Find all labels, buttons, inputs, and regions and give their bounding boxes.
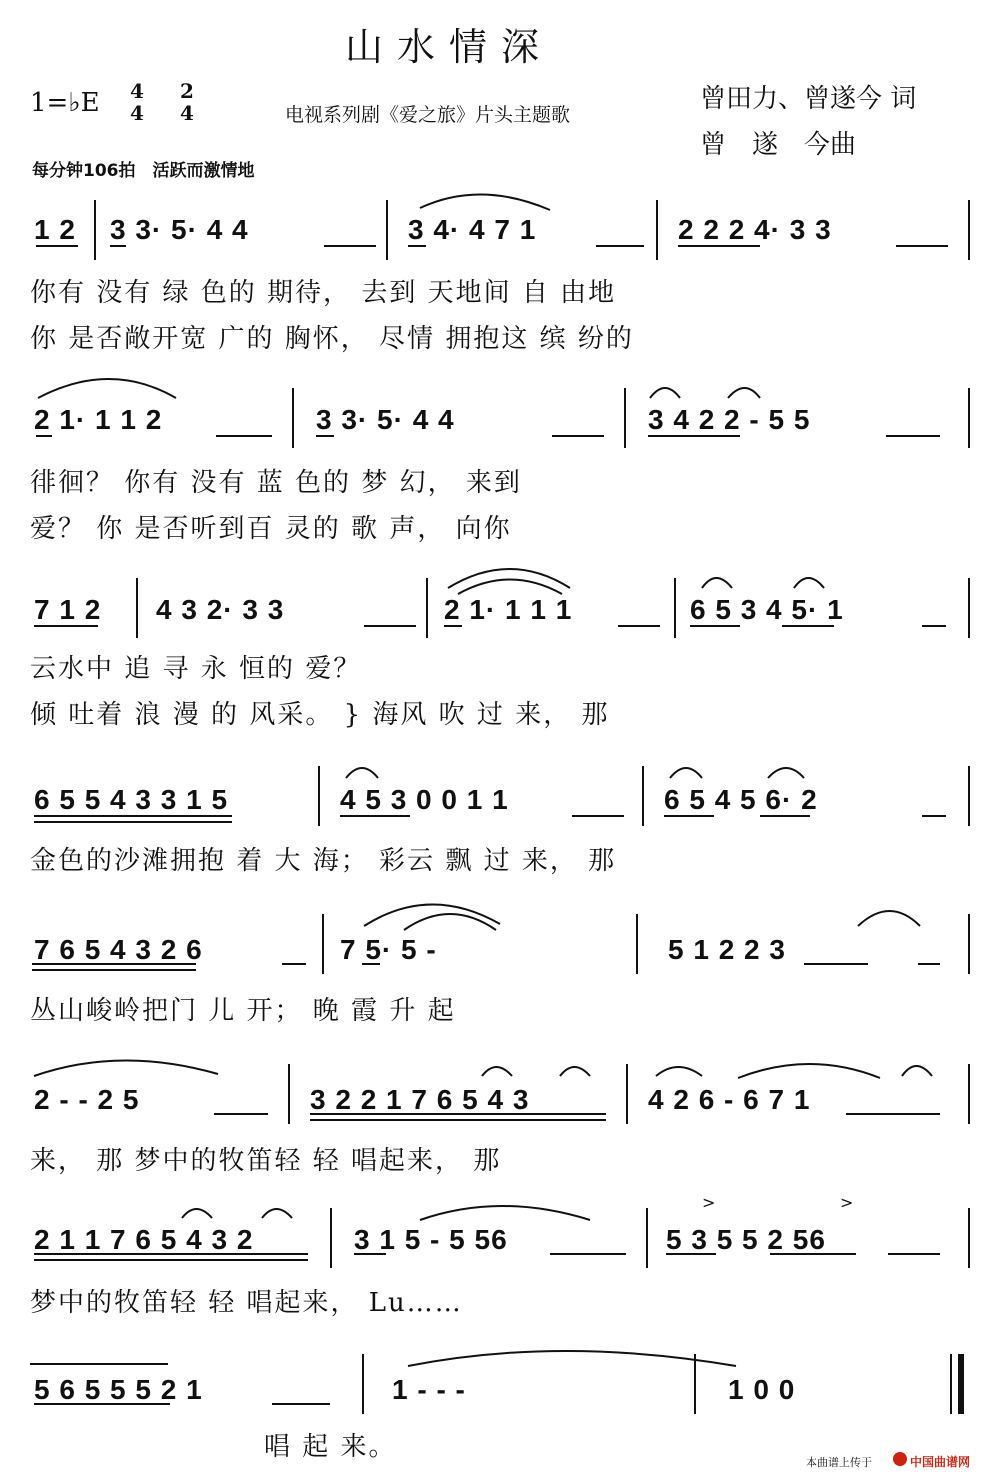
bar-line [968, 578, 970, 638]
slur [670, 768, 702, 778]
notes-row-6-bar-1: 2 - - 2 5 [34, 1084, 140, 1115]
notes-row-2-bar-1: 2 1· 1 1 2 [34, 404, 163, 435]
notes-row-7-bar-3: 5 3 5 5 2 56 [666, 1224, 826, 1255]
slur [650, 388, 680, 398]
bar-line [642, 766, 644, 826]
slur [404, 914, 496, 930]
bar-line [626, 1064, 628, 1124]
lyrics-row-2-verse-2: 爱？ 你 是否听到百 灵的 歌 声， 向你 [30, 514, 512, 544]
notes-row-2-bar-3: 3 4 2 2 - 5 5 [648, 404, 811, 435]
notes-row-3-bar-4: 6 5 3 4 5· 1 [690, 594, 844, 625]
final-bar-line-thin [950, 1354, 952, 1414]
site-logo-icon [893, 1452, 907, 1466]
slur [182, 1209, 212, 1218]
bar-line [636, 914, 638, 974]
notes-row-4-bar-2: 4 5 3 0 0 1 1 [340, 784, 509, 815]
bar-line [694, 1354, 696, 1414]
slur [458, 580, 562, 595]
slur [656, 1067, 702, 1076]
notes-row-7-bar-2: 3 1 5 - 5 56 [354, 1224, 508, 1255]
bar-line [322, 914, 324, 974]
notes-row-3-bar-2: 4 3 2· 3 3 [156, 594, 285, 625]
lyrics-row-1-verse-1: 你有 没有 绿 色的 期待， 去到 天地间 自 由地 [30, 278, 617, 308]
slur [768, 768, 804, 778]
bar-line [646, 1208, 648, 1268]
bar-line [624, 388, 626, 448]
notes-row-4-bar-3: 6 5 4 5 6· 2 [664, 784, 818, 815]
notes-row-8-bar-2: 1 - - - [392, 1374, 466, 1405]
slur [420, 194, 550, 210]
lyrics-row-8: 唱 起 来。 [264, 1432, 397, 1462]
subtitle: 电视系列剧《爱之旅》片头主题歌 [285, 104, 571, 126]
slur [738, 1064, 880, 1078]
bar-line [968, 1208, 970, 1268]
song-title: 山水情深 [345, 25, 554, 69]
lyricist-credit: 曾田力、曾遂今 词 [700, 84, 917, 114]
slur [364, 904, 500, 926]
slur [902, 1066, 932, 1076]
bar-line [136, 578, 138, 638]
bar-line [362, 1354, 364, 1414]
accent-mark: > [702, 1193, 716, 1212]
lyrics-row-1-verse-2: 你 是否敞开宽 广的 胸怀， 尽情 拥抱这 缤 纷的 [30, 324, 634, 354]
bar-line [288, 1064, 290, 1124]
notes-row-6-bar-3: 4 2 6 - 6 7 1 [648, 1084, 811, 1115]
notes-row-6-bar-2: 3 2 2 1 7 6 5 4 3 [310, 1084, 530, 1115]
bar-line [656, 200, 658, 260]
slur [34, 1060, 218, 1076]
notes-row-1-bar-3: 3 4· 4 7 1 [408, 214, 537, 245]
time-signature-1: 4 4 [130, 79, 144, 125]
slur [482, 1067, 512, 1076]
bar-line [968, 388, 970, 448]
slur [38, 379, 176, 398]
bar-line [386, 200, 388, 260]
notes-row-1-bar-2: 3 3· 5· 4 4 [110, 214, 249, 245]
lyrics-row-2-verse-1: 徘徊？ 你有 没有 蓝 色的 梦 幻， 来到 [30, 468, 522, 498]
lyrics-row-7: 梦中的牧笛轻 轻 唱起来， Lu…… [30, 1288, 463, 1318]
accent-mark: > [840, 1193, 854, 1212]
key-signature: 1=♭E [30, 88, 100, 118]
bar-line [968, 914, 970, 974]
lyrics-row-5: 丛山峻岭把门 儿 开； 晚 霞 升 起 [30, 996, 456, 1026]
notes-row-2-bar-2: 3 3· 5· 4 4 [316, 404, 455, 435]
notes-row-8-bar-3: 1 0 0 [728, 1374, 796, 1405]
lyrics-row-3-verse-2: 倾 吐着 浪 漫 的 风采。 } 海风 吹 过 来， 那 [30, 700, 610, 730]
slur [702, 578, 732, 588]
upload-note: 本曲谱上传于 [806, 1456, 872, 1469]
slur [408, 1351, 736, 1366]
notes-row-1-bar-4: 2 2 2 4· 3 3 [678, 214, 832, 245]
final-bar-line-thick [958, 1354, 964, 1414]
bar-line [968, 200, 970, 260]
slur [728, 388, 760, 398]
bar-line [318, 766, 320, 826]
notes-row-5-bar-1: 7 6 5 4 3 2 6 [34, 934, 203, 965]
bar-line [292, 388, 294, 448]
slur [420, 1206, 590, 1220]
lyrics-row-3-verse-1: 云水中 追 寻 永 恒的 爱？ [30, 654, 362, 684]
slur [346, 768, 378, 778]
bar-line [94, 200, 96, 260]
lyrics-row-4: 金色的沙滩拥抱 着 大 海； 彩云 飘 过 来， 那 [30, 846, 617, 876]
notes-row-3-bar-1: 7 1 2 [34, 594, 102, 625]
bar-line [968, 766, 970, 826]
notes-row-8-bar-1: 5 6 5 5 5 2 1 [34, 1374, 203, 1405]
bar-line [674, 578, 676, 638]
notes-row-1-bar-1: 1 2 [34, 214, 76, 245]
notes-row-3-bar-3: 2 1· 1 1 1 [444, 594, 573, 625]
notes-row-5-bar-2: 7 5· 5 - [340, 934, 437, 965]
slur [794, 578, 824, 588]
slur [858, 911, 920, 926]
bar-line [426, 578, 428, 638]
accent-marks [702, 1193, 853, 1212]
notes-row-7-bar-1: 2 1 1 7 6 5 4 3 2 [34, 1224, 254, 1255]
notes-row-4-bar-1: 6 5 5 4 3 3 1 5 [34, 784, 229, 815]
slur [560, 1067, 590, 1076]
bar-line [968, 1064, 970, 1124]
composer-credit: 曾 遂 今曲 [700, 130, 857, 160]
time-signature-2: 2 4 [180, 79, 194, 125]
bar-line [330, 1208, 332, 1268]
lyrics-row-6: 来， 那 梦中的牧笛轻 轻 唱起来， 那 [30, 1146, 502, 1176]
site-logo-text[interactable]: 中国曲谱网 [910, 1455, 971, 1469]
notes-row-5-bar-3: 5 1 2 2 3 [668, 934, 786, 965]
tempo-marking: 每分钟106拍 活跃而激情地 [32, 161, 255, 181]
slurs [34, 194, 932, 1366]
slur [448, 569, 570, 588]
slur [262, 1209, 292, 1218]
